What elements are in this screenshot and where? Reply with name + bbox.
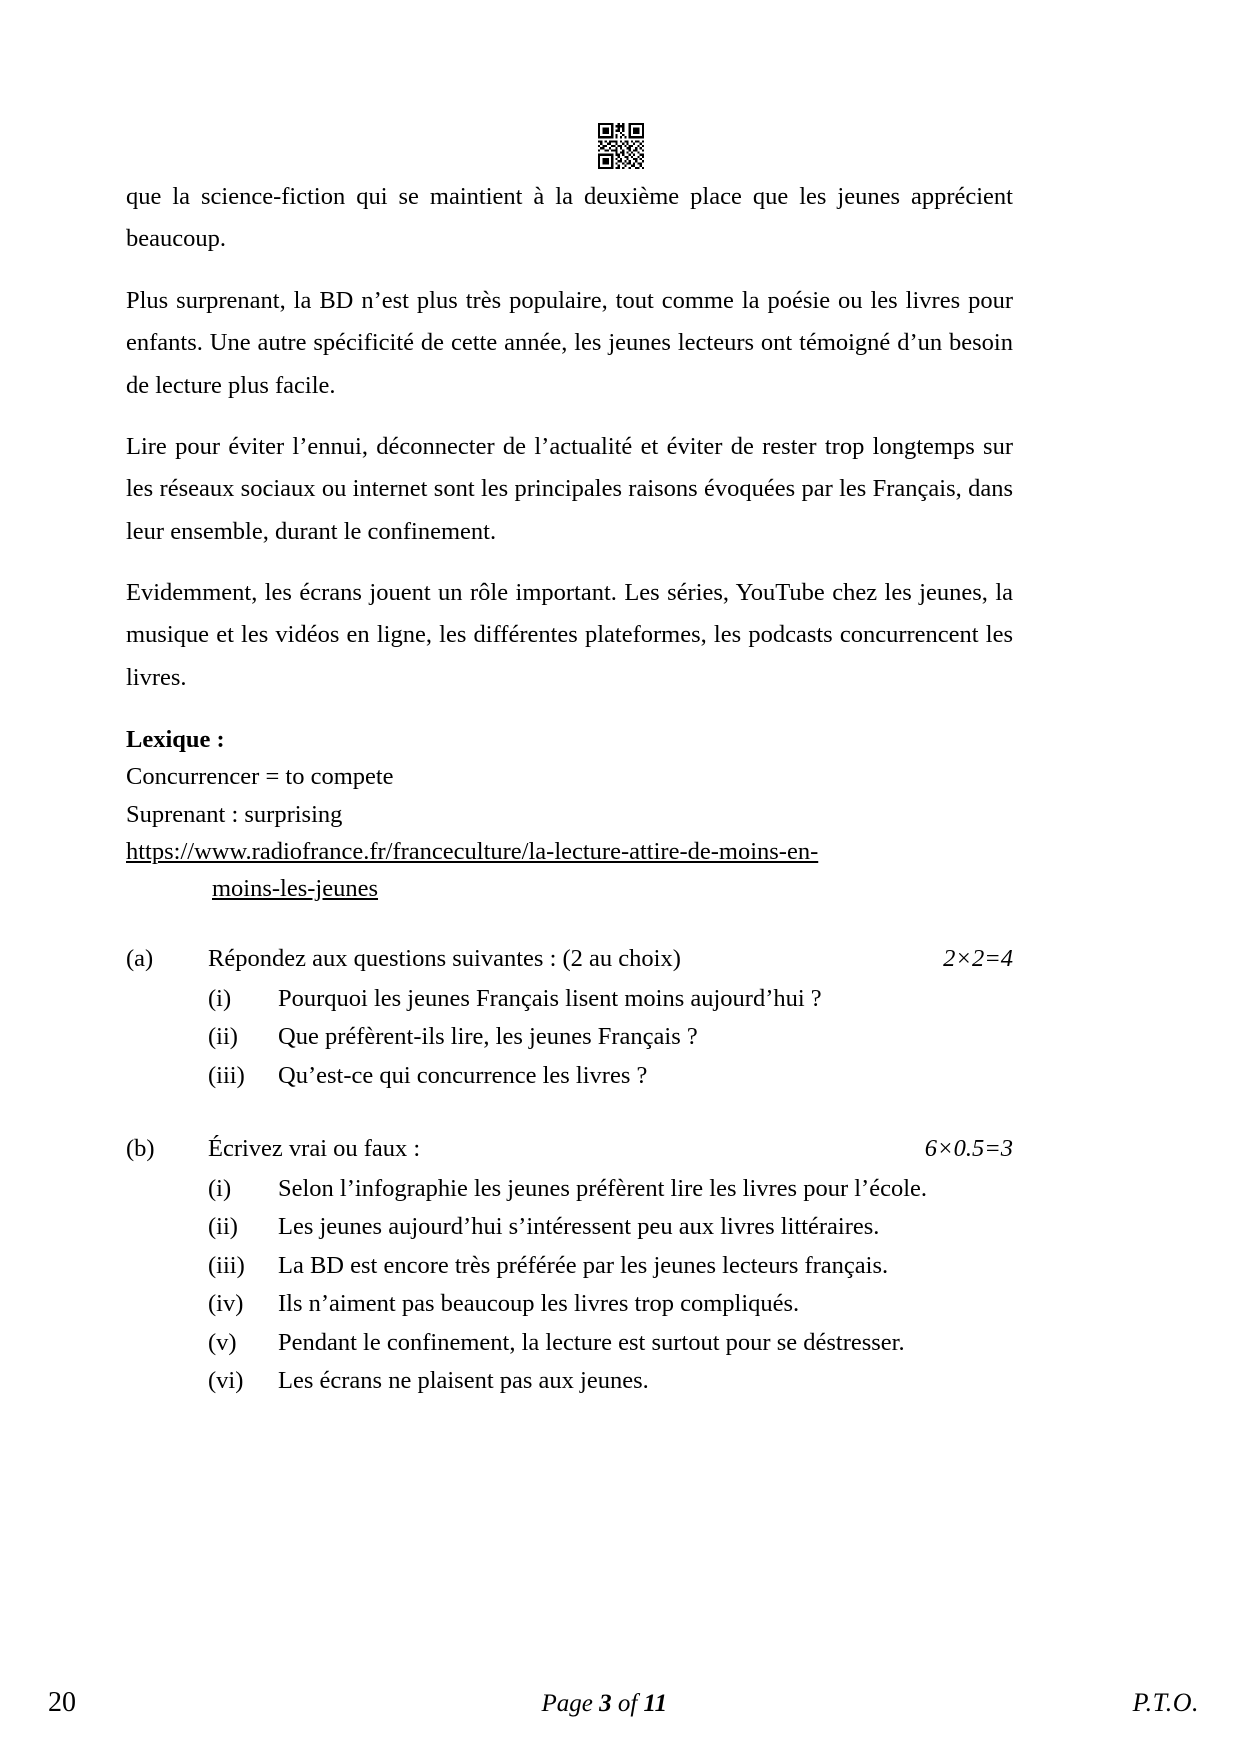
- lexique-section: [126, 721, 1013, 907]
- page-footer: [48, 1687, 1199, 1731]
- subitem-label: (i): [208, 1174, 232, 1202]
- footer-page-indicator: [541, 1690, 667, 1718]
- footer-pto: P.T.O.: [1132, 1688, 1199, 1717]
- subitem-label: (v): [208, 1328, 237, 1356]
- question-b-marks: 6×0.5=3: [924, 1135, 1013, 1163]
- question-b: [126, 1131, 1013, 1399]
- source-url-line-2[interactable]: moins-les-jeunes: [212, 875, 379, 903]
- question-a-header: [126, 941, 1013, 977]
- question-a-label: (a): [126, 945, 154, 973]
- footer-page-total: 11: [643, 1690, 668, 1717]
- subitem-text: Que préfèrent-ils lire, les jeunes Français ?: [278, 1023, 698, 1051]
- subitem-label: (ii): [208, 1213, 238, 1241]
- footer-page-prefix: Page: [541, 1690, 600, 1717]
- subitem-label: (iii): [208, 1061, 245, 1089]
- question-a: [126, 941, 1013, 1093]
- paragraph: Evidemment, les écrans jouent un rôle important. Les séries, YouTube chez les jeunes, la musique et les vidéos en ligne, les différentes plateformes, les podcasts concurrencent les livres.: [126, 579, 1013, 691]
- subitem-text: La BD est encore très préférée par les jeunes lecteurs français.: [278, 1251, 889, 1279]
- footer-page-number: 3: [599, 1690, 612, 1717]
- footer-page-middle: of: [611, 1690, 644, 1717]
- paragraph: que la science-fiction qui se maintient à la deuxième place que les jeunes apprécient beaucoup.: [126, 183, 1013, 253]
- paragraph: Lire pour éviter l’ennui, déconnecter de l’actualité et éviter de rester trop longtemps sur les réseaux sociaux ou internet sont les principales raisons évoquées par les Français, dans leur ensemble, durant le confinement.: [126, 432, 1013, 545]
- lexique-heading: Lexique :: [126, 726, 225, 754]
- list-item: [126, 1019, 1013, 1055]
- question-a-marks: 2×2=4: [943, 945, 1013, 973]
- list-item: [126, 1286, 1013, 1322]
- list-item: [126, 981, 1013, 1017]
- source-url[interactable]: [126, 833, 1013, 907]
- subitem-label: (iii): [208, 1251, 245, 1279]
- question-b-header: [126, 1131, 1013, 1167]
- list-item: [126, 1325, 1013, 1361]
- subitem-label: (i): [208, 984, 232, 1012]
- qr-code-container: [0, 123, 1241, 174]
- subitem-text: Les écrans ne plaisent pas aux jeunes.: [278, 1367, 649, 1395]
- subitem-label: (vi): [208, 1367, 244, 1395]
- list-item: [126, 1171, 1013, 1207]
- subitem-text: Qu’est-ce qui concurrence les livres ?: [278, 1061, 648, 1089]
- question-b-label: (b): [126, 1135, 155, 1163]
- list-item: [126, 1363, 1013, 1399]
- lexique-entry: Concurrencer = to compete: [126, 763, 394, 791]
- list-item: [126, 1209, 1013, 1245]
- subitem-text: Selon l’infographie les jeunes préfèrent lire les livres pour l’école.: [278, 1174, 928, 1202]
- qr-code-icon: [598, 123, 644, 169]
- subitem-label: (iv): [208, 1290, 244, 1318]
- subitem-text: Les jeunes aujourd’hui s’intéressent peu aux livres littéraires.: [278, 1213, 880, 1241]
- lexique-entry: Suprenant : surprising: [126, 800, 343, 828]
- question-b-text: Écrivez vrai ou faux :: [208, 1135, 421, 1163]
- subitem-text: Pourquoi les jeunes Français lisent moins aujourd’hui ?: [278, 984, 822, 1012]
- subitem-label: (ii): [208, 1023, 238, 1051]
- list-item: [126, 1058, 1013, 1094]
- subitem-text: Ils n’aiment pas beaucoup les livres trop compliqués.: [278, 1290, 800, 1318]
- source-url-line-1[interactable]: https://www.radiofrance.fr/franceculture/la-lecture-attire-de-moins-en-: [126, 837, 819, 865]
- paragraph: Plus surprenant, la BD n’est plus très populaire, tout comme la poésie ou les livres pour enfants. Une autre spécificité de cette année, les jeunes lecteurs ont témoigné d’un besoin de lecture plus facile.: [126, 286, 1013, 399]
- footer-paper-code: 20: [48, 1687, 76, 1718]
- list-item: [126, 1248, 1013, 1284]
- document-body: [126, 176, 1013, 1402]
- question-a-text: Répondez aux questions suivantes : (2 au choix): [208, 945, 681, 973]
- subitem-text: Pendant le confinement, la lecture est surtout pour se déstresser.: [278, 1328, 905, 1356]
